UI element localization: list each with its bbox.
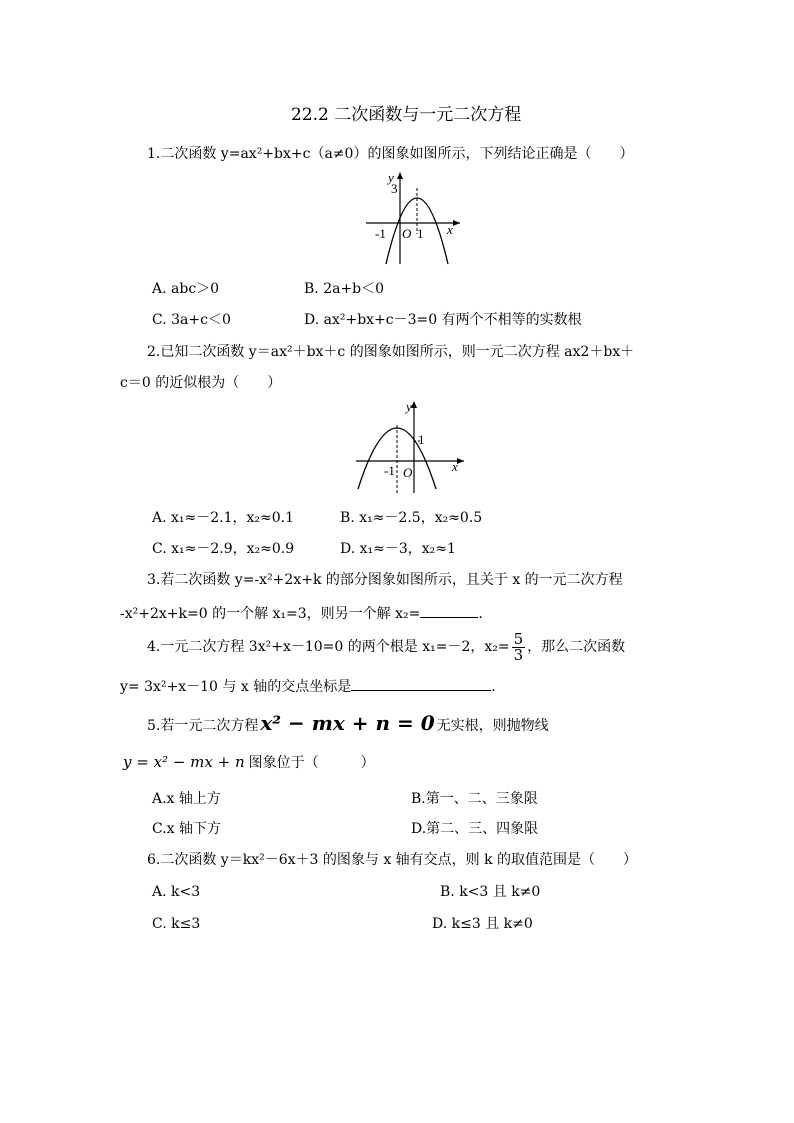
q1-option-c: C. 3a+c＜0 <box>152 312 231 328</box>
q1-stem: 1.二次函数 y=ax²+bx+c（a≠0）的图象如图所示，下列结论正确是（ ） <box>147 146 634 162</box>
q2-x-label: x <box>452 459 458 474</box>
q5-option-a: A.x 轴上方 <box>152 791 221 807</box>
q2-option-d: D. x₁≈－3，x₂≈1 <box>340 541 456 557</box>
q1-graph <box>360 168 470 268</box>
q4-line1-text: 4.一元二次方程 3x²+x－10=0 的两个根是 x₁=－2，x₂= <box>147 639 510 655</box>
q2-option-b: B. x₁≈－2.5，x₂≈0.5 <box>340 510 483 526</box>
q2-neg1-label: -1 <box>384 463 395 478</box>
q2-graph <box>352 397 472 497</box>
q1-neg1-label: -1 <box>375 226 386 241</box>
q6-option-d: D. k≤3 且 k≠0 <box>432 916 533 932</box>
q2-y-label: y <box>406 399 412 414</box>
q3-line2 <box>120 603 483 623</box>
q4-line2 <box>120 676 496 696</box>
q6-stem: 6.二次函数 y＝kx²－6x＋3 的图象与 x 轴有交点，则 k 的取值范围是（ ） <box>147 852 638 868</box>
q3-line2-end: . <box>478 606 483 622</box>
q5-line1 <box>147 710 549 739</box>
q4-answer-blank[interactable] <box>351 676 491 691</box>
q5-option-c: C.x 轴下方 <box>152 821 222 837</box>
q1-x-label: x <box>447 222 453 237</box>
q4-frac-denominator: 3 <box>513 645 524 664</box>
q1-origin-label: O <box>402 226 412 241</box>
q6-option-b: B. k<3 且 k≠0 <box>440 884 541 900</box>
q4-line2-end: . <box>491 679 496 695</box>
q4-line1 <box>147 629 625 665</box>
q5-parabola-eq: y = x² − mx + n <box>123 753 245 771</box>
q6-option-c: C. k≤3 <box>152 916 201 932</box>
q2-option-c: C. x₁≈－2.9，x₂≈0.9 <box>152 541 295 557</box>
q1-option-d: D. ax²+bx+c－3=0 有两个不相等的实数根 <box>304 312 582 328</box>
q2-option-a: A. x₁≈－2.1，x₂≈0.1 <box>152 510 295 526</box>
page-title: 22.2 二次函数与一元二次方程 <box>291 105 522 125</box>
q4-fraction <box>512 629 526 664</box>
q3-line2-text: -x²+2x+k=0 的一个解 x₁=3，则另一个解 x₂= <box>120 606 421 622</box>
q5-option-d: D.第二、三、四象限 <box>411 821 539 837</box>
q2-stem-line1: 2.已知二次函数 y＝ax²＋bx＋c 的图象如图所示，则一元二次方程 ax2＋bx＋ <box>147 344 635 360</box>
q3-line1: 3.若二次函数 y=-x²+2x+k 的部分图象如图所示，且关于 x 的一元二次方程 <box>147 572 623 588</box>
q2-1-label-y: 1 <box>418 432 425 447</box>
q2-origin-label: O <box>403 465 413 480</box>
q5-prefix: 5.若一元二次方程 <box>147 718 259 734</box>
q5-suffix: 无实根，则抛物线 <box>436 718 549 734</box>
q1-y-label: y <box>388 170 394 185</box>
q4-line2-text: y= 3x²+x－10 与 x 轴的交点坐标是 <box>120 679 352 695</box>
q5-line2 <box>123 753 375 772</box>
q3-answer-blank[interactable] <box>420 603 478 618</box>
q1-1-label: 1 <box>417 226 424 241</box>
q6-option-a: A. k<3 <box>152 884 201 900</box>
q1-option-b: B. 2a+b＜0 <box>304 281 385 297</box>
q2-stem-line2: c＝0 的近似根为（ ） <box>120 375 282 391</box>
q1-3-label: 3 <box>391 181 398 196</box>
q5-equation: x² − mx + n = 0 <box>260 711 435 735</box>
q4-line1-end: ，那么二次函数 <box>527 639 626 655</box>
q1-option-a: A. abc＞0 <box>152 281 220 297</box>
q5-line2-text: 图象位于（ ） <box>248 755 375 771</box>
q4-frac-numerator: 5 <box>513 629 524 648</box>
q5-option-b: B.第一、二、三象限 <box>411 791 538 807</box>
